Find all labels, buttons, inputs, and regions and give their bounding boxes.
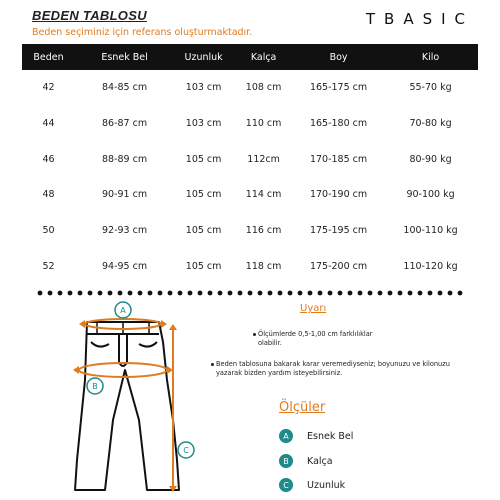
table-cell: 175-195 cm — [309, 225, 368, 237]
legend-badge-b: B — [279, 454, 293, 468]
table-cell: 70-80 kg — [409, 118, 452, 130]
table-cell: 55-70 kg — [409, 82, 452, 94]
column-header: Boy — [329, 51, 348, 63]
table-cell: 48 — [42, 189, 55, 201]
bullet-icon — [211, 363, 214, 366]
legend-badge-c: C — [279, 478, 293, 492]
table-cell: 100-110 kg — [403, 225, 458, 237]
table-cell: 84-85 cm — [102, 82, 148, 94]
legend-badge-a: A — [279, 429, 293, 443]
table-cell: 42 — [42, 82, 55, 94]
column-header: Uzunluk — [184, 51, 223, 63]
table-cell: 88-89 cm — [102, 153, 148, 165]
warning-note-2: Beden tablosuna bakarak karar veremediyseniz; boyunuzu ve kilonuzu yazarak bizden yardım isteyebilirsiniz. — [216, 360, 450, 377]
warning-note-1: Ölçümlerde 0,5-1,00 cm farklılıklar olabilir. — [258, 330, 373, 347]
table-row — [22, 106, 478, 142]
table-cell: 80-90 kg — [409, 153, 452, 165]
table-cell: 114 cm — [245, 189, 282, 201]
trousers-diagram — [55, 300, 215, 500]
table-cell: 86-87 cm — [102, 118, 148, 130]
table-cell: 105 cm — [185, 260, 222, 272]
column-header: Kilo — [421, 51, 440, 63]
table-cell: 105 cm — [185, 225, 222, 237]
page-subtitle: Beden seçiminiz için referans oluşturmaktadır. — [32, 27, 253, 38]
table-cell: 112cm — [247, 153, 280, 165]
table-cell: 92-93 cm — [102, 225, 148, 237]
table-cell: 44 — [42, 118, 55, 130]
marker-b: B — [92, 382, 98, 391]
size-table — [22, 44, 478, 284]
table-cell: 118 cm — [245, 260, 282, 272]
table-header-row — [22, 44, 478, 70]
table-cell: 116 cm — [245, 225, 282, 237]
table-cell: 105 cm — [185, 189, 222, 201]
table-cell: 170-185 cm — [309, 153, 368, 165]
legend-title: Ölçüler — [279, 400, 326, 415]
table-row — [22, 70, 478, 106]
column-header: Kalça — [250, 51, 277, 63]
legend-item — [279, 427, 353, 445]
legend-item — [279, 452, 333, 470]
table-cell: 165-175 cm — [309, 82, 368, 94]
table-cell: 103 cm — [185, 82, 222, 94]
warning-title: Uyarı — [300, 303, 327, 314]
legend-label: Uzunluk — [307, 479, 346, 491]
table-cell: 46 — [42, 153, 55, 165]
table-cell: 110-120 kg — [403, 260, 458, 272]
table-cell: 94-95 cm — [102, 260, 148, 272]
page-title: BEDEN TABLOSU — [32, 8, 147, 23]
table-row — [22, 248, 478, 284]
brand-logo: TBASIC — [365, 10, 474, 28]
table-cell: 108 cm — [245, 82, 282, 94]
marker-c: C — [183, 446, 189, 455]
marker-a: A — [120, 306, 126, 315]
table-cell: 175-200 cm — [309, 260, 368, 272]
column-header: Beden — [33, 51, 64, 63]
legend-item — [279, 476, 345, 494]
table-cell: 50 — [42, 225, 55, 237]
legend-label: Esnek Bel — [307, 430, 354, 442]
dotted-divider — [36, 288, 466, 298]
table-row — [22, 177, 478, 213]
table-cell: 170-190 cm — [309, 189, 368, 201]
table-cell: 105 cm — [185, 153, 222, 165]
table-cell: 90-100 kg — [406, 189, 455, 201]
bullet-icon — [253, 333, 256, 336]
legend-label: Kalça — [307, 455, 333, 467]
table-row — [22, 141, 478, 177]
table-cell: 52 — [42, 260, 55, 272]
table-cell: 165-180 cm — [309, 118, 368, 130]
table-cell: 110 cm — [245, 118, 282, 130]
table-row — [22, 213, 478, 249]
table-cell: 90-91 cm — [102, 189, 148, 201]
column-header: Esnek Bel — [101, 51, 148, 63]
table-cell: 103 cm — [185, 118, 222, 130]
